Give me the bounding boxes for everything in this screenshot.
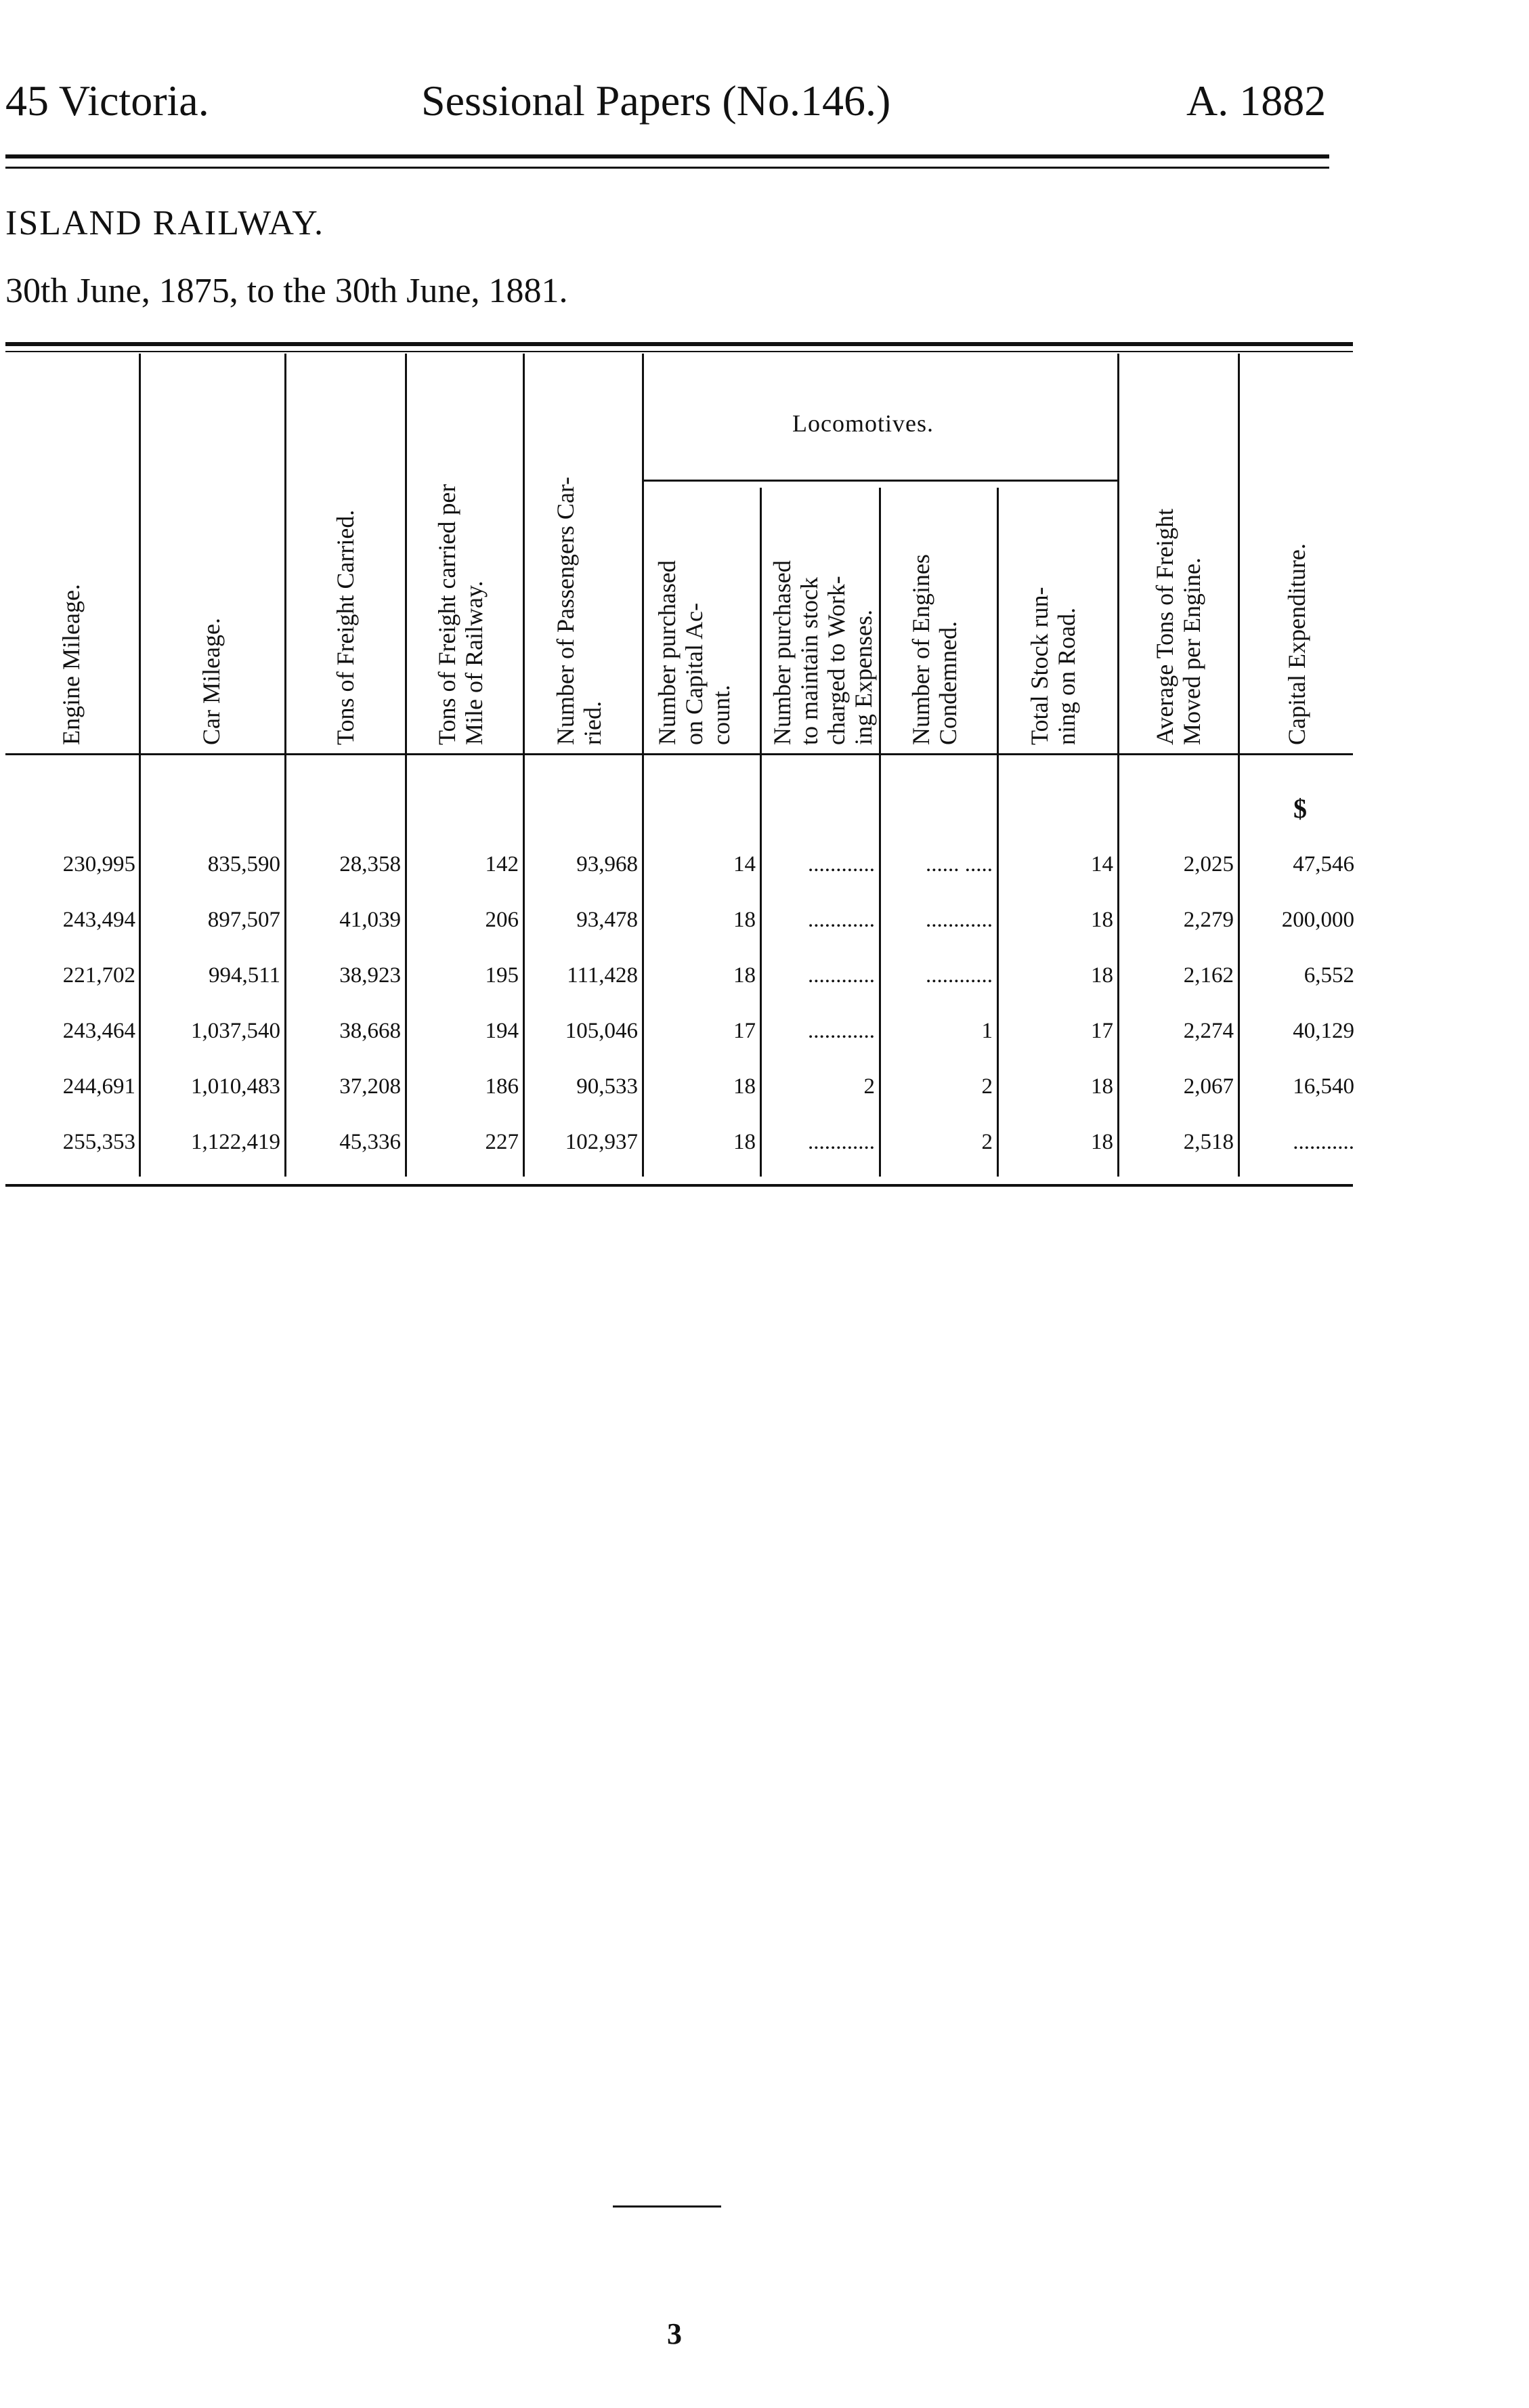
table-cell: ............: [808, 1130, 875, 1154]
column-divider: [284, 354, 286, 1177]
table-cell: 14: [1091, 852, 1113, 876]
table-cell: 2,025: [1183, 852, 1234, 876]
column-header-engines-condemned: Number of Engines Condemned.: [907, 554, 962, 745]
table-cell: 230,995: [62, 852, 135, 876]
table-cell: 41,039: [339, 908, 401, 932]
table-cell: 994,511: [208, 963, 280, 988]
table-cell: 93,968: [576, 852, 638, 876]
table-cell: 835,590: [207, 852, 280, 876]
header-sessional-papers: Sessional Papers (No.146.): [421, 77, 891, 125]
table-cell: 18: [733, 963, 756, 988]
column-divider: [405, 354, 407, 1177]
table-cell: 195: [485, 963, 519, 988]
table-top-rule: [5, 342, 1353, 346]
page-number: 3: [667, 2317, 682, 2350]
table-cell: 40,129: [1293, 1019, 1354, 1043]
column-divider: [760, 488, 762, 1177]
table-cell: 227: [485, 1130, 519, 1154]
table-cell: 255,353: [62, 1130, 135, 1154]
table-cell: 93,478: [576, 908, 638, 932]
table-cell: 243,494: [62, 908, 135, 932]
table-cell: 1,122,419: [191, 1130, 280, 1154]
table-cell: 18: [733, 1130, 756, 1154]
header-rule-thin: [5, 167, 1329, 169]
table-cell: 6,552: [1304, 963, 1354, 988]
locomotives-group-header: Locomotives.: [792, 410, 934, 437]
table-cell: 17: [1091, 1019, 1113, 1043]
table-cell: 16,540: [1293, 1074, 1354, 1099]
table-cell: 2,067: [1183, 1074, 1234, 1099]
table-cell: 186: [485, 1074, 519, 1099]
column-divider: [997, 488, 999, 1177]
column-header-purchased-capital: Number purchased on Capital Ac- count.: [653, 560, 735, 745]
column-divider: [1238, 354, 1240, 1177]
table-cell: 28,358: [339, 852, 401, 876]
table-cell: ............: [808, 852, 875, 876]
table-cell: 18: [1091, 908, 1113, 932]
table-cell: 17: [733, 1019, 756, 1043]
column-divider: [1117, 354, 1119, 1177]
table-cell: 37,208: [339, 1074, 401, 1099]
table-cell: 1: [981, 1019, 993, 1043]
column-header-purchased-working: Number purchased to maintain stock charged to Work- ing Expenses.: [769, 560, 877, 745]
page-subtitle: 30th June, 1875, to the 30th June, 1881.: [5, 272, 568, 310]
table-cell: ............: [808, 963, 875, 988]
table-cell: ............: [808, 908, 875, 932]
table-cell: 2,518: [1183, 1130, 1234, 1154]
table-cell: 2: [863, 1074, 875, 1099]
table-cell: 111,428: [567, 963, 638, 988]
column-header-engine-mileage: Engine Mileage.: [58, 584, 85, 745]
column-header-total-stock: Total Stock run- ning on Road.: [1026, 587, 1080, 745]
locomotives-group-rule: [642, 480, 1117, 482]
table-cell: 45,336: [339, 1130, 401, 1154]
column-header-tons-per-mile: Tons of Freight carried per Mile of Railway.: [433, 484, 488, 745]
page-title: ISLAND RAILWAY.: [5, 204, 325, 242]
column-header-car-mileage: Car Mileage.: [198, 618, 225, 745]
table-cell: 2,162: [1183, 963, 1234, 988]
table-cell: 142: [485, 852, 519, 876]
table-cell: 206: [485, 908, 519, 932]
currency-symbol: $: [1293, 793, 1307, 824]
table-cell: 14: [733, 852, 756, 876]
table-cell: ...... .....: [926, 852, 993, 876]
table-top-rule-thin: [5, 351, 1353, 352]
table-cell: 897,507: [207, 908, 280, 932]
table-cell: 244,691: [62, 1074, 135, 1099]
table-cell: ............: [808, 1019, 875, 1043]
table-cell: 38,668: [339, 1019, 401, 1043]
table-cell: 18: [733, 908, 756, 932]
table-cell: 2,279: [1183, 908, 1234, 932]
table-cell: 200,000: [1281, 908, 1354, 932]
table-cell: ............: [926, 908, 993, 932]
column-divider: [523, 354, 525, 1177]
table-cell: 2: [981, 1130, 993, 1154]
column-header-passengers: Number of Passengers Car- ried.: [552, 476, 606, 745]
column-header-capital-expenditure: Capital Expenditure.: [1283, 543, 1310, 745]
table-cell: 194: [485, 1019, 519, 1043]
table-cell: 18: [1091, 1074, 1113, 1099]
table-cell: 102,937: [565, 1130, 638, 1154]
table-cell: 90,533: [576, 1074, 638, 1099]
table-cell: 18: [733, 1074, 756, 1099]
table-cell: 2: [981, 1074, 993, 1099]
end-rule: [613, 2205, 721, 2208]
table-cell: 1,037,540: [191, 1019, 280, 1043]
column-divider: [139, 354, 141, 1177]
table-cell: 18: [1091, 1130, 1113, 1154]
header-bottom-rule: [5, 753, 1353, 755]
table-cell: 18: [1091, 963, 1113, 988]
table-cell: ...........: [1293, 1130, 1354, 1154]
table-cell: 38,923: [339, 963, 401, 988]
table-cell: 2,274: [1183, 1019, 1234, 1043]
column-header-average-tons: Average Tons of Freight Moved per Engine.: [1151, 508, 1205, 745]
header-year: A. 1882: [1186, 77, 1327, 125]
table-bottom-rule: [5, 1184, 1353, 1187]
column-header-tons-freight: Tons of Freight Carried.: [332, 509, 359, 745]
table-cell: ............: [926, 963, 993, 988]
column-divider: [642, 354, 644, 1177]
table-cell: 47,546: [1293, 852, 1354, 876]
header-rule-thick: [5, 154, 1329, 159]
table-cell: 1,010,483: [191, 1074, 280, 1099]
column-divider: [879, 488, 881, 1177]
table-cell: 243,464: [62, 1019, 135, 1043]
header-volume: 45 Victoria.: [5, 77, 209, 125]
table-cell: 105,046: [565, 1019, 638, 1043]
table-cell: 221,702: [62, 963, 135, 988]
